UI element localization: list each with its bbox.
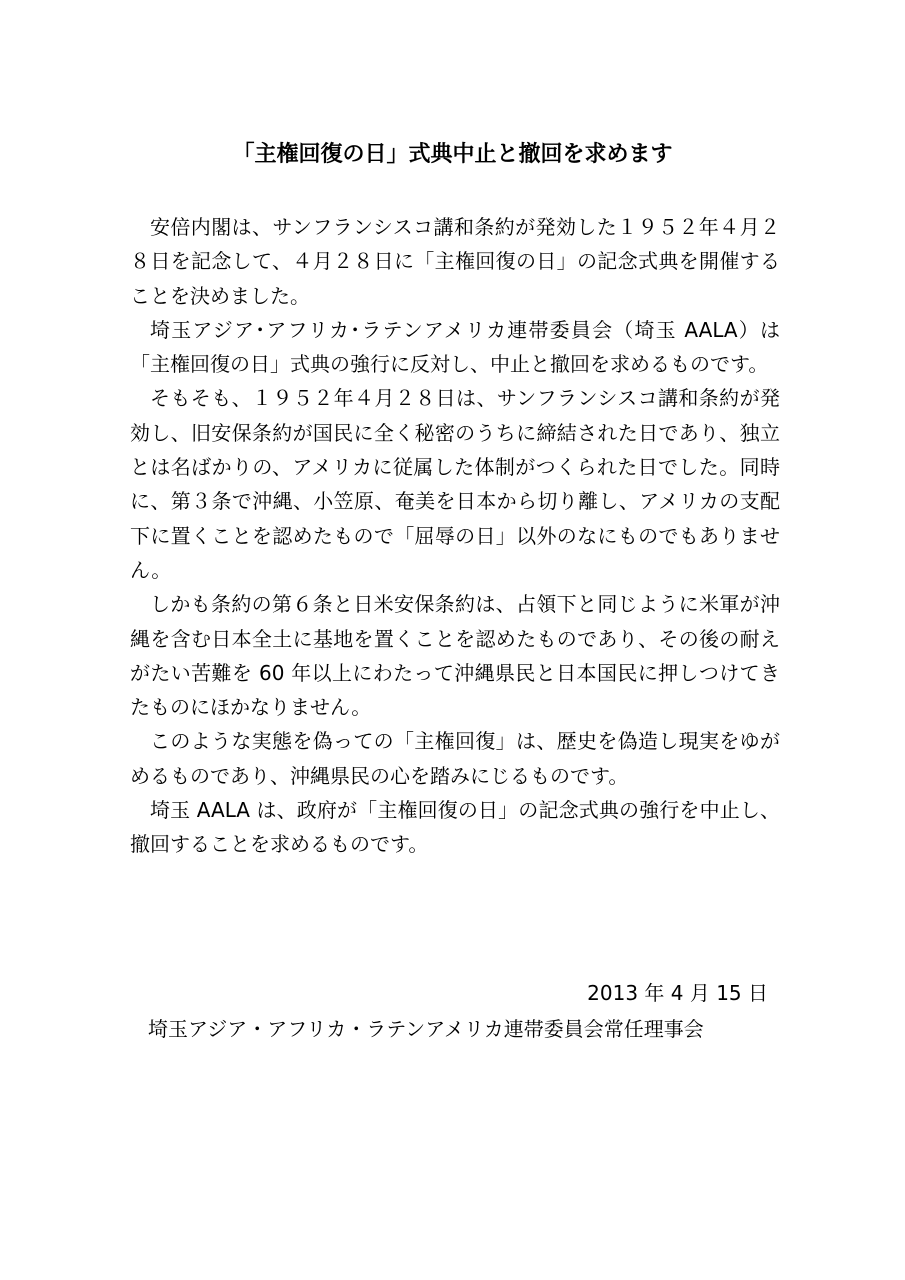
- paragraph-4: しかも条約の第６条と日米安保条約は、占領下と同じように米軍が沖縄を含む日本全土に基地を置くことを認めたものであり、その後の耐えがたい苦難を 60 年以上にわたって沖縄県民と日本国民に押しつけてきたものにほかなりません。: [130, 592, 780, 720]
- document-date: 2013 年 4 月 15 日: [587, 981, 768, 1005]
- paragraph-2: 埼玉アジア･アフリカ･ラテンアメリカ連帯委員会（埼玉 AALA）は「主権回復の日」式典の強行に反対し、中止と撤回を求めるものです。: [130, 317, 780, 377]
- paragraph-3: そもそも、１９５２年４月２８日は、サンフランシスコ講和条約が発効し、旧安保条約が国民に全く秘密のうちに締結された日であり、独立とは名ばかりの、アメリカに従属した体制がつくられた日でした。同時に、第３条で沖縄、小笠原、奄美を日本から切り離し、アメリカの支配下に置くことを認めたもので「屈辱の日」以外のなにものでもありません。: [130, 386, 780, 582]
- paragraph-6: 埼玉 AALA は、政府が「主権回復の日」の記念式典の強行を中止し、撤回することを求めるものです。: [130, 798, 780, 857]
- paragraph-5: このような実態を偽っての「主権回復」は、歴史を偽造し現実をゆがめるものであり、沖縄県民の心を踏みにじるものです。: [130, 729, 780, 788]
- paragraph-1: 安倍内閣は、サンフランシスコ講和条約が発効した１９５２年４月２８日を記念して、４月２８日に「主権回復の日」の記念式典を開催することを決めました。: [130, 215, 780, 308]
- document-body: [130, 210, 780, 862]
- document-signature: 埼玉アジア・アフリカ・ラテンアメリカ連帯委員会常任理事会: [148, 1017, 704, 1041]
- document-title: 「主権回復の日」式典中止と撤回を求めます: [232, 142, 673, 167]
